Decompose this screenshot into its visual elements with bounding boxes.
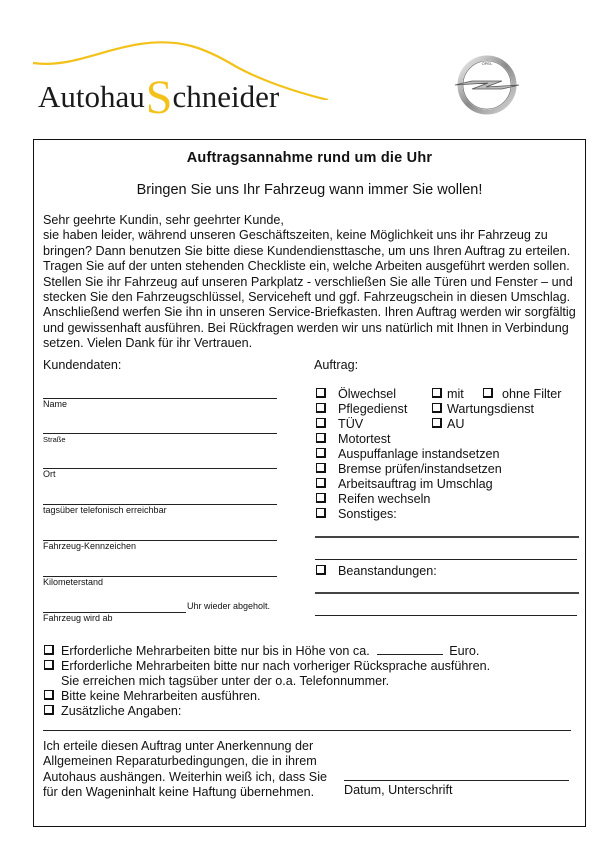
street-field[interactable]	[43, 433, 277, 445]
intro-greeting: Sehr geehrte Kundin, sehr geehrter Kunde,	[43, 213, 284, 227]
brand-prefix: Autohau	[38, 79, 145, 114]
other-option[interactable]	[316, 507, 397, 522]
city-field[interactable]	[43, 468, 277, 480]
checkbox-icon[interactable]	[316, 388, 326, 398]
complaints-line-1[interactable]	[315, 592, 579, 594]
pickup-time-field[interactable]	[43, 601, 293, 624]
license-plate-field[interactable]	[43, 540, 277, 552]
tuv-label: TÜV	[338, 417, 364, 431]
form-title: Auftragsannahme rund um die Uhr	[186, 150, 433, 166]
order-heading: Auftrag:	[314, 358, 359, 372]
logo-ring-text: OPEL	[481, 61, 493, 66]
with-filter-option[interactable]	[432, 387, 464, 402]
extra-work-consult-note: Sie erreichen mich tagsüber unter der o.a. Telefonnummer.	[61, 674, 390, 688]
engine-test-option[interactable]	[316, 432, 391, 447]
euro-label: Euro.	[449, 644, 480, 658]
exhaust-repair-option[interactable]	[316, 447, 500, 462]
dealer-brand-logo	[38, 71, 280, 124]
extra-work-limit-option[interactable]	[44, 644, 479, 659]
intro-body: sie haben leider, während unseren Geschäftszeiten, keine Möglichkeit uns ihr Fahrzeug zu bringen? Dann benutzen Sie bitte diese Kundendiensttasche, um uns Ihren Auftrag zu erteilen. Tragen Sie auf der unten stehenden Checkliste ein, welche Arbeiten ausgeführt werden sollen. Stellen Sie ihr Fahrzeug auf unseren Parkplatz - verschließen Sie alle Türen und Fenster – und stecken Sie den Fahrzeugschlüssel, Serviceheft und ggf. Fahrzeugschein in diesen Umschlag. Anschließend werfen Sie ihn in unseren Service-Briefkasten. Ihren Auftrag werden wir sorgfältig und gewissenhaft ausführen. Bei Rückfragen werden wir uns natürlich mit Ihnen in Verbindung setzen. Vielen Dank für ihr Vertrauen.	[43, 228, 576, 351]
maintenance-service-option[interactable]	[432, 402, 534, 417]
checkbox-icon[interactable]	[44, 660, 54, 670]
tuv-option[interactable]	[316, 417, 363, 432]
pickup-suffix: Uhr wieder abgeholt.	[187, 601, 271, 611]
checkbox-icon[interactable]	[44, 705, 54, 715]
checkbox-icon[interactable]	[316, 565, 326, 575]
complaints-label: Beanstandungen:	[338, 564, 437, 578]
checkbox-icon[interactable]	[432, 403, 442, 413]
complaints-option[interactable]	[316, 564, 437, 579]
care-service-label: Pflegedienst	[338, 402, 408, 416]
pickup-label: Fahrzeug wird ab	[43, 613, 113, 623]
mileage-field[interactable]	[43, 576, 277, 588]
with-filter-label: mit	[447, 387, 464, 401]
checkbox-icon[interactable]	[316, 403, 326, 413]
work-order-enclosed-option[interactable]	[316, 477, 493, 492]
name-field[interactable]	[43, 398, 277, 410]
without-filter-label: ohne Filter	[502, 387, 562, 401]
mileage-label: Kilometerstand	[43, 577, 104, 587]
no-extra-work-label: Bitte keine Mehrarbeiten ausführen.	[61, 689, 261, 703]
au-label: AU	[447, 417, 465, 431]
city-label: Ort	[43, 469, 56, 479]
checkbox-icon[interactable]	[483, 388, 493, 398]
signature-line[interactable]	[344, 780, 569, 781]
phone-field[interactable]	[43, 504, 277, 516]
extra-work-consult-option[interactable]	[44, 659, 490, 674]
oil-change-label: Ölwechsel	[338, 387, 397, 401]
checkbox-icon[interactable]	[316, 463, 326, 473]
oil-change-option[interactable]	[316, 387, 396, 402]
extra-work-consult-label: Erforderliche Mehrarbeiten bitte nur nach vorheriger Rücksprache ausführen.	[61, 659, 491, 673]
care-service-option[interactable]	[316, 402, 407, 417]
checkbox-icon[interactable]	[316, 493, 326, 503]
additional-info-label: Zusätzliche Angaben:	[61, 704, 182, 718]
work-order-enclosed-label: Arbeitsauftrag im Umschlag	[338, 477, 493, 491]
customer-heading: Kundendaten:	[43, 358, 122, 372]
checkbox-icon[interactable]	[316, 433, 326, 443]
street-label: Straße	[43, 435, 66, 444]
brand-initial: S	[145, 71, 173, 124]
no-extra-work-option[interactable]	[44, 689, 261, 704]
other-line-1[interactable]	[315, 536, 579, 538]
additional-info-line[interactable]	[43, 730, 571, 731]
checkbox-icon[interactable]	[316, 448, 326, 458]
signature-label: Datum, Unterschrift	[344, 783, 453, 797]
checkbox-icon[interactable]	[432, 388, 442, 398]
form-subtitle: Bringen Sie uns Ihr Fahrzeug wann immer Sie wollen!	[136, 182, 483, 198]
brake-check-option[interactable]	[316, 462, 502, 477]
checkbox-icon[interactable]	[316, 478, 326, 488]
brand-suffix: chneider	[172, 79, 280, 114]
brake-check-label: Bremse prüfen/instandsetzen	[338, 462, 502, 476]
license-plate-label: Fahrzeug-Kennzeichen	[43, 541, 137, 551]
opel-logo-icon	[452, 50, 522, 120]
au-option[interactable]	[432, 417, 465, 432]
checkbox-icon[interactable]	[44, 645, 54, 655]
tire-change-option[interactable]	[316, 492, 430, 507]
checkbox-icon[interactable]	[44, 690, 54, 700]
intro-text	[43, 213, 583, 352]
exhaust-repair-label: Auspuffanlage instandsetzen	[338, 447, 500, 461]
other-label: Sonstiges:	[338, 507, 397, 521]
additional-info-option[interactable]	[44, 704, 181, 719]
checkbox-icon[interactable]	[316, 418, 326, 428]
other-line-2[interactable]	[315, 559, 577, 560]
terms-text: Ich erteile diesen Auftrag unter Anerkennung der Allgemeinen Reparaturbedingungen, die in ihrem Autohaus aushängen. Weiterhin weiß ich, dass Sie für den Wageninhalt keine Haftung übernehmen.	[43, 739, 327, 800]
checkbox-icon[interactable]	[316, 508, 326, 518]
order-form	[33, 139, 586, 827]
extra-work-limit-label: Erforderliche Mehrarbeiten bitte nur bis in Höhe von ca.	[61, 644, 370, 658]
name-label: Name	[43, 399, 68, 409]
engine-test-label: Motortest	[338, 432, 391, 446]
complaints-line-2[interactable]	[315, 615, 577, 616]
tire-change-label: Reifen wechseln	[338, 492, 431, 506]
checkbox-icon[interactable]	[432, 418, 442, 428]
extra-work-amount-field[interactable]	[377, 644, 443, 655]
phone-label: tagsüber telefonisch erreichbar	[43, 505, 167, 515]
maintenance-service-label: Wartungsdienst	[447, 402, 535, 416]
without-filter-option[interactable]	[483, 387, 562, 402]
